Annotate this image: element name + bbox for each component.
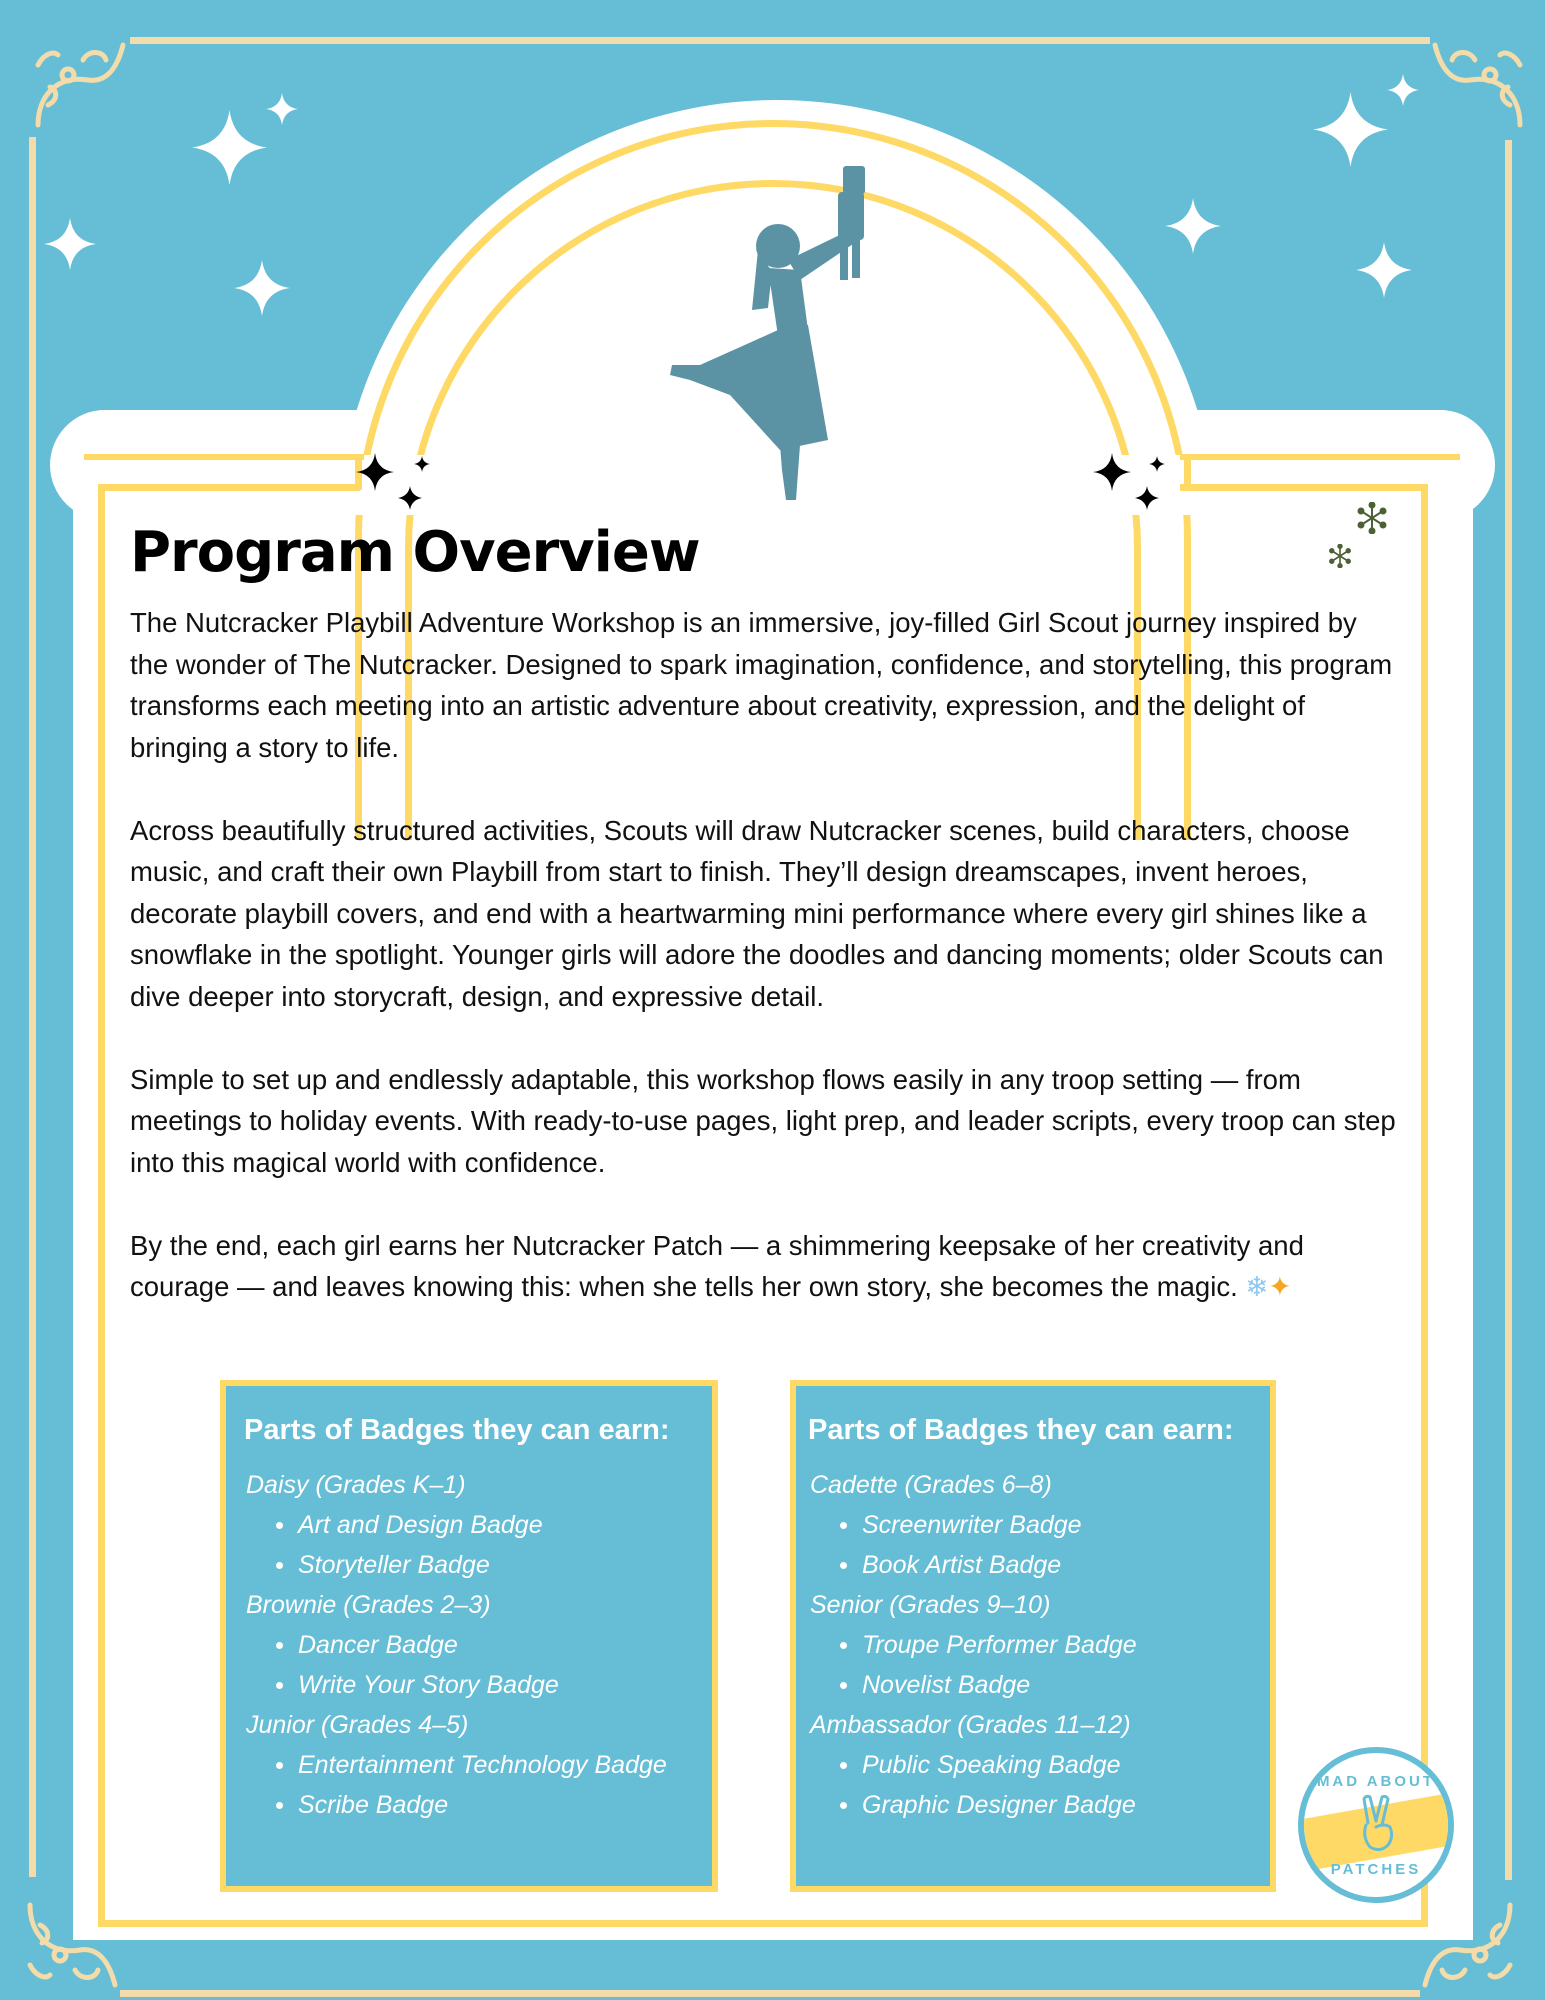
logo-top-text: MAD ABOUT bbox=[1316, 1773, 1436, 1790]
level-senior: Senior (Grades 9–10) bbox=[810, 1591, 1051, 1619]
badge-box-title: Parts of Badges they can earn: bbox=[244, 1414, 670, 1446]
mad-about-patches-logo bbox=[1298, 1747, 1454, 1903]
arch-foot-right bbox=[1184, 455, 1191, 490]
badge-item: Public Speaking Badge bbox=[810, 1745, 1270, 1785]
inner-line-right bbox=[1421, 484, 1428, 1926]
level-junior: Junior (Grades 4–5) bbox=[246, 1711, 469, 1739]
snowflake-doodle-icon bbox=[1356, 502, 1388, 534]
paragraph-closing bbox=[130, 1225, 1400, 1308]
badge-item: Novelist Badge bbox=[810, 1665, 1270, 1705]
frame-left-line bbox=[29, 137, 36, 1877]
badge-item: Book Artist Badge bbox=[810, 1545, 1270, 1585]
frame-right-line bbox=[1505, 140, 1512, 1880]
badge-item: Entertainment Technology Badge bbox=[246, 1745, 712, 1785]
badge-item: Scribe Badge bbox=[246, 1785, 712, 1825]
snowflake-doodle-icon bbox=[1328, 544, 1352, 568]
level-cadette: Cadette (Grades 6–8) bbox=[810, 1471, 1052, 1499]
badge-item: Write Your Story Badge bbox=[246, 1665, 712, 1705]
badge-box-older bbox=[790, 1380, 1276, 1892]
stage-line-left bbox=[84, 454, 364, 460]
badge-item: Storyteller Badge bbox=[246, 1545, 712, 1585]
sparkle-icon bbox=[1165, 198, 1221, 254]
closing-text: By the end, each girl earns her Nutcracker Patch — a shimmering keepsake of her creativity and courage — and leaves knowing this: when she tells her own story, she becomes the magic. bbox=[130, 1229, 1304, 1302]
badge-item: Art and Design Badge bbox=[246, 1505, 712, 1545]
sparkle-icon bbox=[266, 93, 298, 125]
sparkle-icon bbox=[1313, 92, 1388, 167]
ballerina-nutcracker-silhouette bbox=[660, 160, 880, 500]
sparkle-icon bbox=[234, 260, 290, 316]
corner-flourish-icon bbox=[1430, 35, 1530, 135]
frame-bottom-line bbox=[120, 1990, 1420, 1997]
sparkle-icon bbox=[1356, 242, 1412, 298]
snowflake-emoji-icon: ❄ bbox=[1245, 1271, 1269, 1302]
stage-line-right bbox=[1180, 454, 1460, 460]
black-sparkles-icon bbox=[1082, 448, 1172, 518]
logo-bottom-text: PATCHES bbox=[1330, 1861, 1422, 1878]
badge-box-title: Parts of Badges they can earn: bbox=[808, 1414, 1234, 1446]
sparkle-icon bbox=[192, 110, 267, 185]
sparkle-icon bbox=[44, 218, 96, 270]
inner-line-left bbox=[98, 484, 105, 1926]
inner-line-top-right bbox=[1180, 484, 1428, 491]
page-title: Program Overview bbox=[130, 520, 700, 585]
corner-flourish-icon bbox=[28, 35, 128, 135]
paragraph-setup: Simple to set up and endlessly adaptable, this workshop flows easily in any troop setting — from meetings to holiday events. With ready-to-use pages, light prep, and leader scripts, every troop can step into this magical world with confidence. bbox=[130, 1063, 1396, 1178]
inner-line-bottom bbox=[98, 1920, 1428, 1927]
level-brownie: Brownie (Grades 2–3) bbox=[246, 1591, 491, 1619]
paragraph-intro: The Nutcracker Playbill Adventure Workshop is an immersive, joy-filled Girl Scout journey inspired by the wonder of The Nutcracker. Designed to spark imagination, confidence, and storytelling, this program transforms each meeting into an artistic adventure about creativity, expression, and the delight of bringing a story to life. bbox=[130, 607, 1393, 763]
badge-item: Dancer Badge bbox=[246, 1625, 712, 1665]
paragraph-activities: Across beautifully structured activities, Scouts will draw Nutcracker scenes, build characters, choose music, and craft their own Playbill from start to finish. They’ll design dreamscapes, invent heroes, decorate playbill covers, and end with a heartwarming mini performance where every girl shines like a snowflake in the spotlight. Younger girls will adore the doodles and dancing moments; older Scouts can dive deeper into storycraft, design, and expressive detail. bbox=[130, 814, 1384, 1012]
peace-hand-icon bbox=[1356, 1793, 1400, 1855]
level-ambassador: Ambassador (Grades 11–12) bbox=[810, 1711, 1131, 1739]
badge-box-younger bbox=[220, 1380, 718, 1892]
sparkle-icon bbox=[1387, 74, 1419, 106]
level-daisy: Daisy (Grades K–1) bbox=[246, 1471, 466, 1499]
badge-item: Troupe Performer Badge bbox=[810, 1625, 1270, 1665]
overview-body bbox=[130, 602, 1400, 1349]
sparkles-emoji-icon: ✦ bbox=[1268, 1271, 1292, 1302]
badge-list bbox=[796, 1465, 1270, 1825]
badge-list bbox=[226, 1465, 712, 1825]
badge-item: Graphic Designer Badge bbox=[810, 1785, 1270, 1825]
frame-top-line bbox=[130, 37, 1430, 44]
badge-item: Screenwriter Badge bbox=[810, 1505, 1270, 1545]
black-sparkles-icon bbox=[350, 448, 440, 518]
inner-line-top-left bbox=[98, 484, 360, 491]
